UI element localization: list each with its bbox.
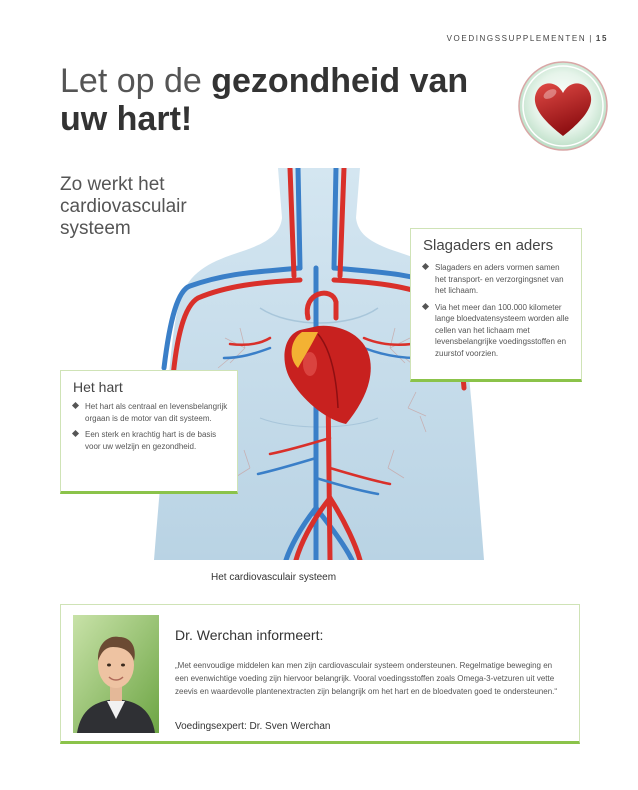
title-light: Let op de (60, 62, 212, 100)
diamond-bullet-icon (422, 302, 429, 309)
figure-caption: Het cardiovasculair systeem (211, 572, 337, 583)
header-separator: | (589, 34, 593, 43)
expert-box (60, 604, 580, 744)
section-header (447, 34, 608, 43)
diamond-bullet-icon (72, 402, 79, 409)
list-item-text: Slagaders en aders vormen samen het transport- en verzorgingsnet van het lichaam. (435, 263, 564, 295)
vein-jugular-right (334, 168, 336, 268)
page-title (60, 62, 500, 138)
diamond-bullet-icon (422, 263, 429, 270)
section-subtitle: Zo werkt het cardiovasculair systeem (60, 174, 187, 239)
page-number: 15 (595, 34, 608, 43)
list-item (423, 302, 571, 360)
box-arteries-title: Slagaders en aders (423, 237, 554, 254)
list-item (423, 262, 571, 297)
heart-icon (517, 60, 609, 152)
list-item-text: Een sterk en krachtig hart is de basis voor uw welzijn en gezondheid. (85, 430, 217, 451)
expert-signature: Voedingsexpert: Dr. Sven Werchan (175, 721, 331, 732)
expert-quote: „Met eenvoudige middelen kan men zijn cardiovasculair systeem ondersteunen. Regelmatige beweging en een evenwichtige voeding zijn hiervoor belangrijk. Vooral voedingsstoffen zoals Omega-3-vetzuren uit vette zeevis en waardevolle plantenextracten zijn belangrijk om het hart en de bloedvaten goed te ondersteunen.“ (175, 661, 558, 696)
box-heart-title: Het hart (73, 379, 123, 395)
list-item-text: Via het meer dan 100.000 kilometer lange bloedvatensysteem worden alle cellen van het lichaam met levensbelangrijke voedingsstoffen en zuurstof voorzien. (435, 302, 569, 358)
list-item-text: Het hart als centraal en levensbelangrijk orgaan is de motor van dit systeem. (85, 402, 228, 423)
list-item (73, 429, 229, 452)
section-name: VOEDINGSSUPPLEMENTEN (446, 34, 587, 43)
title-bold-2: uw hart! (60, 100, 193, 138)
info-box-arteries (410, 228, 582, 382)
list-item (73, 401, 229, 424)
info-box-heart (60, 370, 238, 494)
expert-portrait (73, 615, 159, 733)
expert-title: Dr. Werchan informeert: (175, 627, 324, 643)
vein-jugular-left (298, 168, 300, 268)
title-bold-1: gezondheid van (211, 62, 469, 100)
diamond-bullet-icon (72, 430, 79, 437)
